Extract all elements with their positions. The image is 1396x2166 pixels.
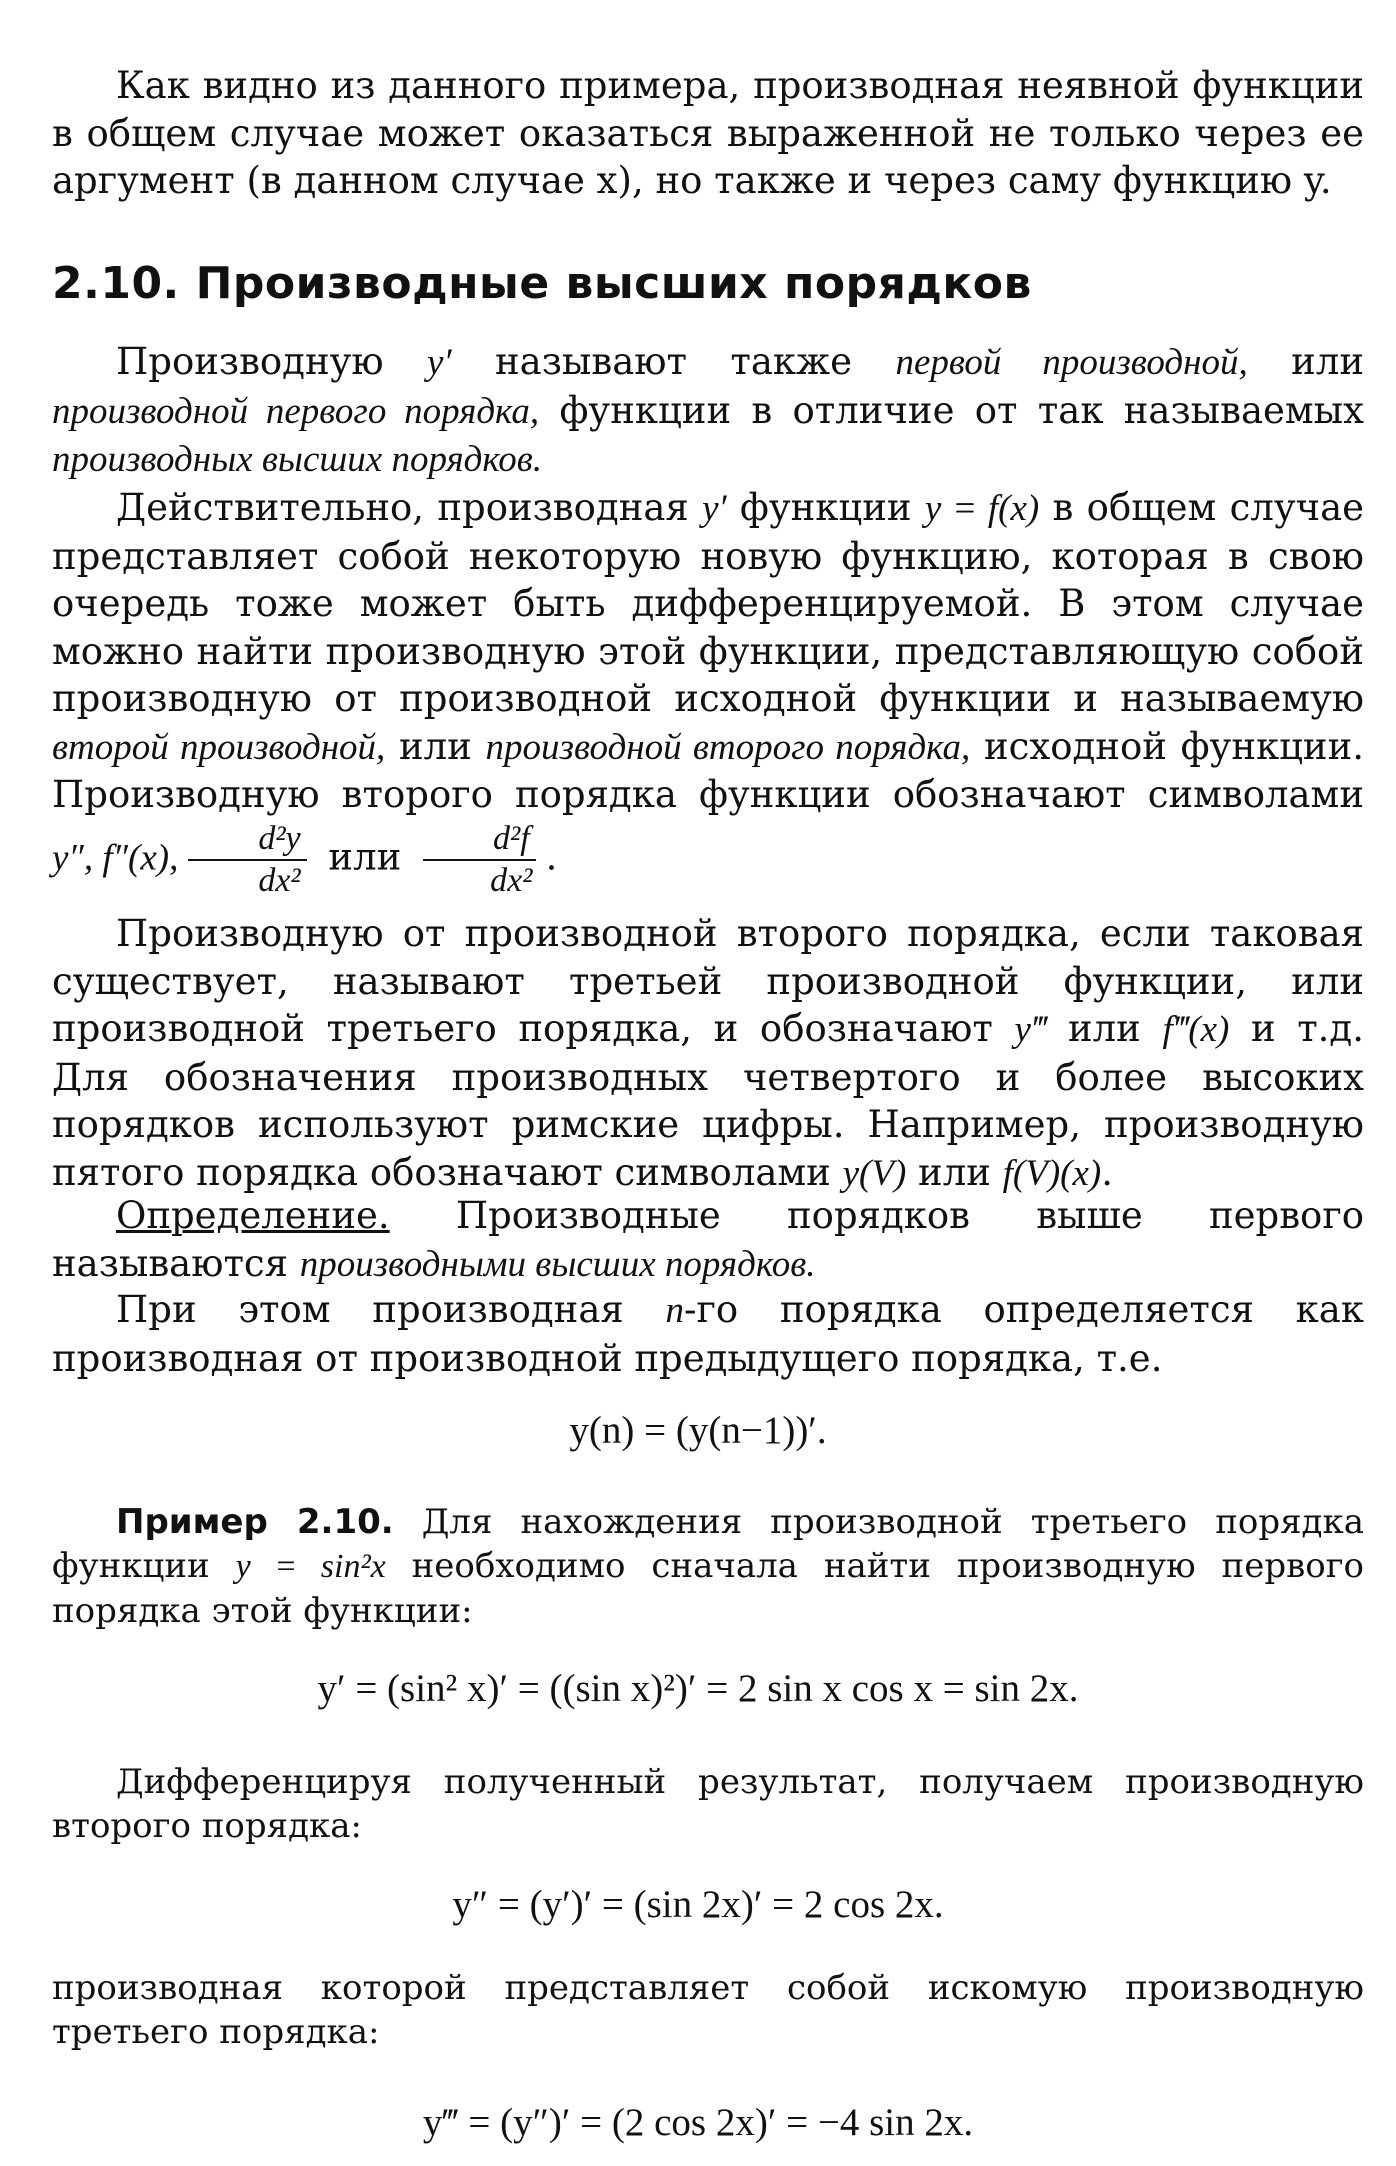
equation-first-derivative: y′ = (sin² x)′ = ((sin x)²)′ = 2 sin x cos x = sin 2x. xyxy=(317,1667,1079,1710)
paragraph-third-derivative: Производную от производной второго порядка, если таковая существует, называют третьей производной функции, или производной третьего порядка, и обозначают y‴ или f‴(x) и т.д. Для обозначения производных четвертого и более высоких порядков используют римские цифры. Например, производную пятого порядка обозначают символами y(V) или f(V)(x). xyxy=(52,912,1364,1194)
fraction-d2f-dx2: $\frac{\text{d²f}}{\text{dx²}}$ xyxy=(423,819,536,901)
fraction-d2y-dx2: $\frac{\text{d²y}}{\text{dx²}}$ xyxy=(188,819,306,901)
intro-paragraph: Как видно из данного примера, производная неявной функции в общем случае может оказаться выраженной не только через ее аргумент (в данном случае x), но также и через саму функцию y. xyxy=(52,64,1364,202)
paragraph-nth-derivative: При этом производная n-го порядка определяется как производная от производной предыдущего порядка, т.е. xyxy=(52,1288,1364,1380)
example-paragraph: Пример 2.10. Для нахождения производной третьего порядка функции y = sin²x необходимо сначала найти производную первого порядка этой функции: xyxy=(52,1502,1364,1631)
equation-nth-derivative: y(n) = (y(n−1))′. xyxy=(569,1409,827,1452)
definition-label: Определение. xyxy=(116,1194,390,1237)
paragraph-differentiate: Дифференцируя полученный результат, получаем производную второго порядка: xyxy=(52,1762,1364,1846)
definition-paragraph: Определение. Производные порядков выше первого называются производными высших порядков. xyxy=(52,1194,1364,1285)
paragraph-second-derivative: Действительно, производная y′ функции y = f(x) в общем случае представляет собой некоторую новую функцию, которая в свою очередь тоже может быть дифференцируемой. В этом случае можно найти производную этой функции, представляющую собой производную от производной исходной функции и называемую второй производной, или производной второго порядка, исходной функции. Производную второго порядка функции обозначают символами y″, f″(x), $\frac{\text{d²y}}{\text{dx²}}$ или $\frac{\text{d²f}}{\text{dx²}}$ . xyxy=(52,486,1365,899)
equation-third-derivative: y‴ = (y″)′ = (2 cos 2x)′ = −4 sin 2x. xyxy=(422,2101,974,2144)
paragraph-third-order: производная которой представляет собой искомую производную третьего порядка: xyxy=(52,1968,1364,2052)
paragraph-first-derivative: Производную y′ называют также первой производной, или производной первого порядка, функции в отличие от так называемых производных высших порядков. xyxy=(52,340,1364,480)
example-label: Пример 2.10. xyxy=(116,1502,394,1542)
section-heading: 2.10. Производные высших порядков xyxy=(52,258,1032,309)
equation-second-derivative: y″ = (y′)′ = (sin 2x)′ = 2 cos 2x. xyxy=(452,1883,944,1926)
